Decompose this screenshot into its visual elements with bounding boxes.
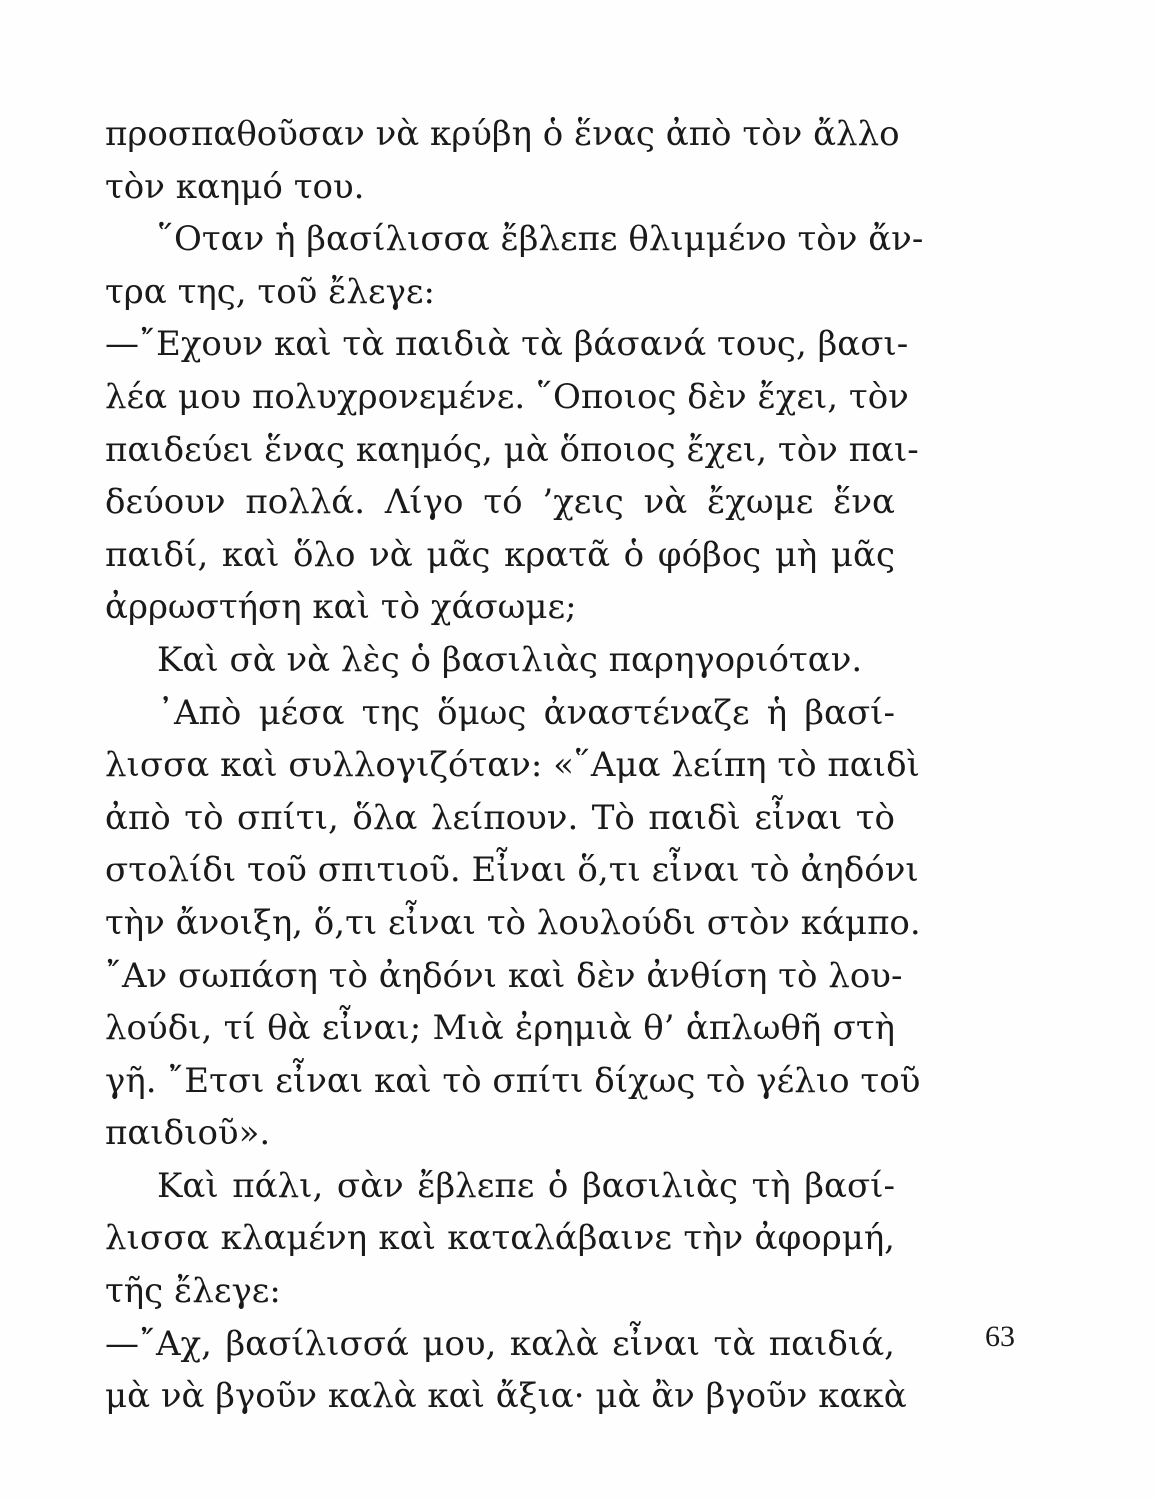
text-line: τρα της, τοῦ ἔλεγε: <box>105 271 435 312</box>
text-line: λούδι, τί θὰ εἶναι; Μιὰ ἐρημιὰ θ’ ἁπλωθῆ στὴ <box>105 1008 895 1049</box>
text-line: τὸν καημό του. <box>105 166 365 207</box>
text-line: Καὶ πάλι, σὰν ἔβλεπε ὁ βασιλιὰς τὴ βασί- <box>157 1165 895 1206</box>
text-line: λέα μου πολυχρονεμένε. ῞Οποιος δὲν ἔχει, τὸν <box>105 376 909 417</box>
text-line: παιδεύει ἕνας καημός, μὰ ὅποιος ἔχει, τὸν παι- <box>105 429 919 470</box>
text-line: ἀπὸ τὸ σπίτι, ὅλα λείπουν. Τὸ παιδὶ εἶναι τὸ <box>105 797 895 838</box>
text-line: στολίδι τοῦ σπιτιοῦ. Εἶναι ὅ,τι εἶναι τὸ ἀηδόνι <box>105 850 919 891</box>
text-line: ἀρρωστήση καὶ τὸ χάσωμε; <box>105 587 577 628</box>
text-line: τῆς ἔλεγε: <box>105 1271 281 1312</box>
text-line: προσπαθοῦσαν νὰ κρύβη ὁ ἕνας ἀπὸ τὸν ἄλλο <box>105 114 900 154</box>
page-number: 63 <box>985 1320 1015 1353</box>
text-line: δεύουν πολλά. Λίγο τό ’χεις νὰ ἔχωμε ἕνα <box>105 482 895 523</box>
text-line: τὴν ἄνοιξη, ὅ,τι εἶναι τὸ λουλούδι στὸν κάμπο. <box>105 902 921 943</box>
text-line: μὰ νὰ βγοῦν καλὰ καὶ ἄξια· μὰ ἂν βγοῦν κακὰ <box>105 1376 907 1417</box>
body-text <box>105 108 924 1423</box>
text-line: λισσα καὶ συλλογιζόταν: «῞Αμα λείπη τὸ παιδὶ <box>105 745 920 786</box>
text-line: —῎Αχ, βασίλισσά μου, καλὰ εἶναι τὰ παιδιά, <box>105 1323 895 1364</box>
text-line: ᾿Απὸ μέσα της ὅμως ἀναστέναζε ἡ βασί- <box>157 692 895 733</box>
text-line: Καὶ σὰ νὰ λὲς ὁ βασιλιὰς παρηγοριόταν. <box>157 639 863 680</box>
text-line: —῎Εχουν καὶ τὰ παιδιὰ τὰ βάσανά τους, βασι- <box>105 324 909 365</box>
text-line: λισσα κλαμένη καὶ καταλάβαινε τὴν ἀφορμή, <box>105 1218 895 1259</box>
text-line: παιδιοῦ». <box>105 1113 271 1154</box>
text-line: γῆ. ῎Ετσι εἶναι καὶ τὸ σπίτι δίχως τὸ γέλιο τοῦ <box>105 1060 921 1101</box>
text-line: παιδί, καὶ ὅλο νὰ μᾶς κρατᾶ ὁ φόβος μὴ μᾶς <box>105 534 895 575</box>
text-line: ῎Αν σωπάση τὸ ἀηδόνι καὶ δὲν ἀνθίση τὸ λου- <box>105 955 903 996</box>
text-line: ῞Οταν ἡ βασίλισσα ἔβλεπε θλιμμένο τὸν ἄν- <box>157 219 924 260</box>
